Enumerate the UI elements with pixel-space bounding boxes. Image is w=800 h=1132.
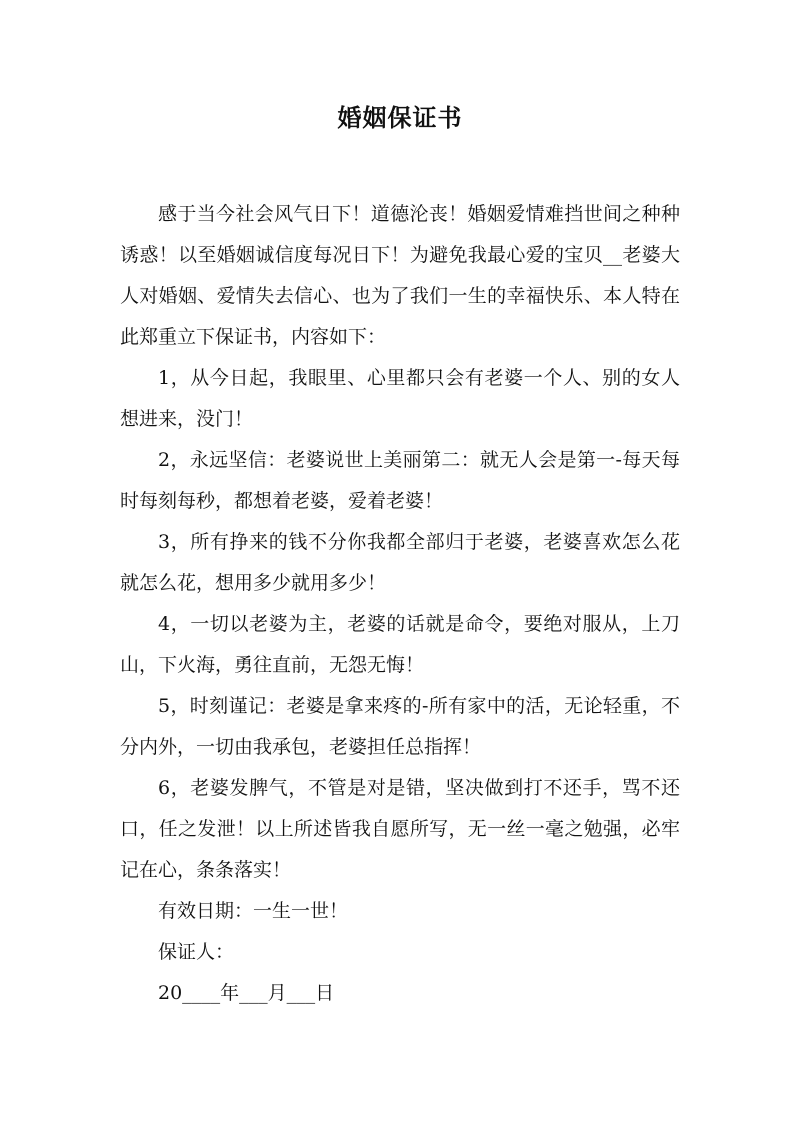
guarantor-line: 保证人： bbox=[158, 941, 235, 963]
pledge-item-6: 6，老婆发脾气，不管是对是错，坚决做到打不还手，骂不还口，任之发泄！以上所述皆我自愿所写，无一丝一毫之勉强，必牢记在心，条条落实！ bbox=[120, 777, 680, 881]
pledge-item-1: 1，从今日起，我眼里、心里都只会有老婆一个人、别的女人想进来，没门！ bbox=[120, 367, 680, 430]
pledge-item-5: 5，时刻谨记：老婆是拿来疼的-所有家中的活，无论轻重，不分内外，一切由我承包，老婆担任总指挥！ bbox=[120, 695, 680, 758]
date-line: 20____年___月___日 bbox=[158, 982, 335, 1004]
pledge-item-2: 2，永远坚信：老婆说世上美丽第二：就无人会是第一-每天每时每刻每秒，都想着老婆，爱着老婆！ bbox=[120, 449, 680, 512]
pledge-item-4: 4，一切以老婆为主，老婆的话就是命令，要绝对服从，上刀山，下火海，勇往直前，无怨无悔！ bbox=[120, 613, 680, 676]
validity-line: 有效日期：一生一世！ bbox=[158, 900, 349, 922]
pledge-item-3: 3，所有挣来的钱不分你我都全部归于老婆，老婆喜欢怎么花就怎么花，想用多少就用多少！ bbox=[120, 531, 680, 594]
document-title: 婚姻保证书 bbox=[337, 104, 463, 132]
intro-paragraph: 感于当今社会风气日下！道德沦丧！婚姻爱情难挡世间之种种诱惑！以至婚姻诚信度每况日下！为避免我最心爱的宝贝__老婆大人对婚姻、爱情失去信心、也为了我们一生的幸福快乐、本人特在此郑重立下保证书，内容如下： bbox=[120, 203, 680, 348]
